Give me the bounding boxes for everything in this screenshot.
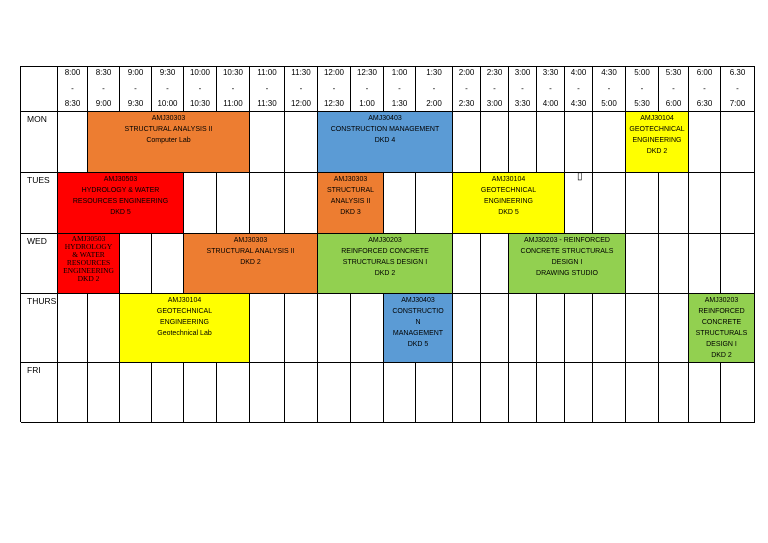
day-label: MON (21, 112, 58, 173)
empty-slot (285, 363, 318, 423)
slot-start: 8:30 (95, 68, 112, 77)
class-text-line: DKD 4 (374, 137, 396, 144)
class-text-line: STRUCTURAL ANALYSIS II (206, 248, 295, 255)
slot-start: 11:00 (257, 68, 277, 77)
empty-slot (285, 173, 318, 234)
slot-separator: - (134, 83, 137, 93)
empty-slot (721, 363, 755, 423)
empty-slot (250, 173, 285, 234)
day-label: TUES (21, 173, 58, 234)
class-text-line: GEOTECHNICAL (629, 126, 685, 133)
class-text-line: DKD 2 (240, 259, 261, 266)
slot-start: 11:30 (291, 68, 311, 77)
slot-start: 4:30 (601, 68, 617, 77)
time-header (184, 67, 217, 112)
slot-separator: - (102, 83, 105, 93)
slot-start: 12:30 (356, 68, 378, 77)
empty-slot (626, 294, 659, 363)
empty-slot (509, 363, 537, 423)
class-text-line: DKD 2 (77, 274, 100, 283)
time-header (285, 67, 318, 112)
slot-end: 6:00 (665, 99, 682, 108)
empty-slot (384, 173, 416, 234)
slot-start: 10:30 (222, 68, 244, 77)
slot-start: 8:00 (64, 68, 81, 77)
slot-separator: - (198, 83, 202, 93)
time-header (58, 67, 88, 112)
slot-separator: - (71, 83, 74, 93)
slot-end: 9:00 (95, 99, 112, 108)
class-text-line: CONCRETE STRUCTURALS (520, 248, 614, 255)
empty-slot (453, 294, 481, 363)
empty-slot (217, 173, 250, 234)
slot-start: 12:00 (323, 68, 345, 77)
day-label: THURS (21, 294, 58, 363)
empty-slot (721, 173, 755, 234)
class-text-line: STRUCTURAL (326, 187, 375, 194)
slot-end: 7:00 (729, 99, 746, 108)
empty-slot (250, 294, 285, 363)
empty-slot (285, 294, 318, 363)
class-text-line: DKD 2 (646, 148, 668, 155)
time-header (453, 67, 481, 112)
time-header (481, 67, 509, 112)
slot-separator: - (299, 83, 303, 93)
time-header (384, 67, 416, 112)
empty-slot (285, 112, 318, 173)
class-text-line: MANAGEMENT (392, 330, 444, 337)
empty-slot (58, 112, 88, 173)
class-block (689, 294, 755, 363)
empty-slot (537, 112, 565, 173)
class-text-line: ENGINEERING (63, 266, 114, 275)
empty-slot (120, 363, 152, 423)
slot-end: 2:00 (426, 99, 442, 108)
time-header (250, 67, 285, 112)
class-block (58, 234, 120, 294)
slot-separator: - (549, 83, 552, 93)
empty-slot (453, 234, 481, 294)
slot-end: 4:30 (570, 99, 587, 108)
empty-slot (565, 173, 593, 234)
day-label: FRI (21, 363, 58, 423)
class-text-line: DKD 5 (110, 209, 131, 216)
empty-slot (659, 363, 689, 423)
class-text-line: RESOURCES (66, 258, 111, 267)
empty-slot (318, 294, 351, 363)
slot-separator: - (521, 83, 524, 93)
slot-start: 4:00 (570, 68, 587, 77)
time-header (88, 67, 120, 112)
class-text-line: N (415, 319, 421, 326)
time-header (626, 67, 659, 112)
slot-separator: - (703, 83, 706, 93)
class-text-line: DESIGN I (706, 341, 737, 348)
class-text-line: AMJ30503 (71, 234, 106, 243)
empty-slot (509, 294, 537, 363)
empty-slot (120, 234, 152, 294)
class-text-line: DKD 5 (498, 209, 519, 216)
slot-end: 9:30 (127, 99, 144, 108)
empty-slot (351, 363, 384, 423)
empty-slot (537, 363, 565, 423)
placeholder-glyph: ▯ (577, 171, 583, 182)
slot-start: 1:30 (426, 68, 442, 77)
time-header (152, 67, 184, 112)
empty-slot (593, 363, 626, 423)
slot-start: 2:30 (486, 68, 503, 77)
empty-slot (384, 363, 416, 423)
empty-slot (689, 173, 721, 234)
class-text-line: ENGINEERING (632, 137, 682, 144)
class-text-line: Geotechnical Lab (157, 330, 212, 337)
empty-slot (58, 294, 88, 363)
slot-separator: - (265, 83, 269, 93)
empty-slot (721, 234, 755, 294)
time-header (416, 67, 453, 112)
class-block (384, 294, 453, 363)
empty-slot (152, 363, 184, 423)
class-text-line: AMJ30104 (167, 297, 202, 304)
empty-slot (626, 363, 659, 423)
class-text-line: AMJ30303 (233, 237, 268, 244)
empty-slot (88, 294, 120, 363)
empty-slot (659, 173, 689, 234)
slot-end: 8:30 (64, 99, 81, 108)
slot-end: 11:30 (257, 99, 277, 108)
slot-end: 10:00 (157, 99, 178, 108)
empty-slot (593, 112, 626, 173)
empty-slot (721, 112, 755, 173)
class-text-line: ENGINEERING (159, 319, 209, 326)
class-text-line: CONSTRUCTION MANAGEMENT (330, 126, 440, 133)
class-text-line: STRUCTURALS DESIGN I (342, 259, 428, 266)
slot-start: 9:30 (159, 68, 176, 77)
time-header (593, 67, 626, 112)
empty-slot (453, 112, 481, 173)
empty-slot (481, 363, 509, 423)
class-text-line: AMJ30104 (491, 176, 526, 183)
empty-slot (593, 173, 626, 234)
class-text-line: Computer Lab (146, 137, 191, 144)
class-text-line: STRUCTURALS (695, 330, 748, 337)
class-text-line: CONCRETE (701, 319, 742, 326)
time-header (565, 67, 593, 112)
empty-slot (593, 294, 626, 363)
class-block (318, 234, 453, 294)
class-block (58, 173, 184, 234)
slot-start: 9:00 (127, 68, 144, 77)
header-corner (21, 67, 58, 112)
empty-slot (481, 294, 509, 363)
slot-start: 1:00 (391, 68, 408, 77)
class-text-line: AMJ30403 (401, 297, 435, 304)
empty-slot (318, 363, 351, 423)
slot-separator: - (672, 83, 675, 93)
timetable-grid (20, 66, 755, 422)
class-text-line: DKD 2 (374, 270, 396, 277)
empty-slot (626, 234, 659, 294)
empty-slot (88, 363, 120, 423)
class-block (509, 234, 626, 294)
slot-end: 5:00 (601, 99, 617, 108)
class-text-line: AMJ30203 (704, 297, 739, 304)
slot-end: 6:30 (696, 99, 713, 108)
empty-slot (565, 363, 593, 423)
time-header (721, 67, 755, 112)
slot-end: 3:00 (486, 99, 503, 108)
class-text-line: GEOTECHNICAL (480, 187, 537, 194)
slot-end: 12:30 (323, 99, 345, 108)
class-text-line: AMJ30403 (368, 115, 402, 122)
class-text-line: AMJ30104 (640, 115, 674, 122)
empty-slot (659, 234, 689, 294)
empty-slot (509, 112, 537, 173)
class-text-line: CONSTRUCTIO (392, 308, 444, 315)
class-text-line: RESOURCES ENGINEERING (72, 198, 169, 205)
slot-start: 10:00 (189, 68, 211, 77)
empty-slot (565, 112, 593, 173)
slot-start: 5:30 (665, 68, 682, 77)
time-header (351, 67, 384, 112)
slot-separator: - (398, 83, 401, 93)
empty-slot (626, 173, 659, 234)
empty-slot (537, 294, 565, 363)
empty-slot (58, 363, 88, 423)
slot-separator: - (365, 83, 369, 93)
slot-end: 10:30 (189, 99, 211, 108)
empty-slot (689, 363, 721, 423)
class-text-line: DKD 2 (711, 352, 732, 359)
slot-separator: - (607, 83, 611, 93)
slot-separator: - (736, 83, 739, 93)
class-text-line: DESIGN I (551, 259, 583, 266)
slot-start: 6:00 (696, 68, 713, 77)
class-block (120, 294, 250, 363)
time-header (509, 67, 537, 112)
empty-slot (565, 294, 593, 363)
slot-start: 5:00 (634, 68, 650, 77)
slot-end: 11:00 (223, 99, 243, 108)
empty-slot (152, 234, 184, 294)
empty-slot (184, 363, 217, 423)
empty-slot (481, 112, 509, 173)
slot-separator: - (432, 83, 436, 93)
class-text-line: GEOTECHNICAL (156, 308, 213, 315)
slot-separator: - (577, 83, 580, 93)
slot-end: 3:30 (514, 99, 531, 108)
slot-separator: - (493, 83, 496, 93)
empty-slot (416, 363, 453, 423)
slot-separator: - (231, 83, 235, 93)
empty-slot (659, 294, 689, 363)
empty-slot (453, 363, 481, 423)
class-text-line: DKD 3 (340, 209, 361, 216)
slot-end: 12:00 (290, 99, 312, 108)
empty-slot (250, 112, 285, 173)
slot-separator: - (465, 83, 468, 93)
class-text-line: AMJ30203 - REINFORCED (524, 237, 610, 244)
class-text-line: & WATER (72, 250, 105, 259)
class-text-line: DKD 5 (407, 341, 429, 348)
class-block (318, 112, 453, 173)
class-text-line: HYDROLOGY & WATER (81, 187, 160, 194)
slot-end: 5:30 (634, 99, 650, 108)
time-header (659, 67, 689, 112)
empty-slot (416, 173, 453, 234)
time-header (537, 67, 565, 112)
day-label: WED (21, 234, 58, 294)
class-text-line: STRUCTURAL ANALYSIS II (124, 126, 213, 133)
slot-separator: - (166, 83, 169, 93)
empty-slot (351, 294, 384, 363)
class-text-line: DRAWING STUDIO (536, 270, 598, 277)
empty-slot (689, 234, 721, 294)
class-text-line: REINFORCED CONCRETE (341, 248, 429, 255)
slot-separator: - (332, 83, 336, 93)
slot-start: 3:00 (514, 68, 531, 77)
class-text-line: ENGINEERING (483, 198, 533, 205)
time-header (318, 67, 351, 112)
class-text-line: ANALYSIS II (330, 198, 371, 205)
slot-start: 3:30 (542, 68, 559, 77)
class-block (184, 234, 318, 294)
empty-slot (689, 112, 721, 173)
class-text-line: REINFORCED (698, 308, 745, 315)
empty-slot (250, 363, 285, 423)
class-block (88, 112, 250, 173)
empty-slot (184, 173, 217, 234)
time-header (120, 67, 152, 112)
empty-slot (481, 234, 509, 294)
slot-end: 1:00 (359, 99, 375, 108)
class-text-line: AMJ30503 (103, 176, 138, 183)
class-block (318, 173, 384, 234)
class-text-line: HYDROLOGY (64, 242, 113, 251)
empty-slot (217, 363, 250, 423)
slot-start: 6.30 (729, 68, 746, 77)
class-block (626, 112, 689, 173)
class-text-line: AMJ30203 (368, 237, 402, 244)
class-block (453, 173, 565, 234)
slot-separator: - (640, 83, 644, 93)
slot-end: 2:30 (458, 99, 475, 108)
time-header (217, 67, 250, 112)
slot-end: 1:30 (391, 99, 408, 108)
class-text-line: AMJ30303 (151, 115, 186, 122)
time-header (689, 67, 721, 112)
slot-end: 4:00 (542, 99, 559, 108)
slot-start: 2:00 (458, 68, 475, 77)
class-text-line: AMJ30303 (333, 176, 368, 183)
